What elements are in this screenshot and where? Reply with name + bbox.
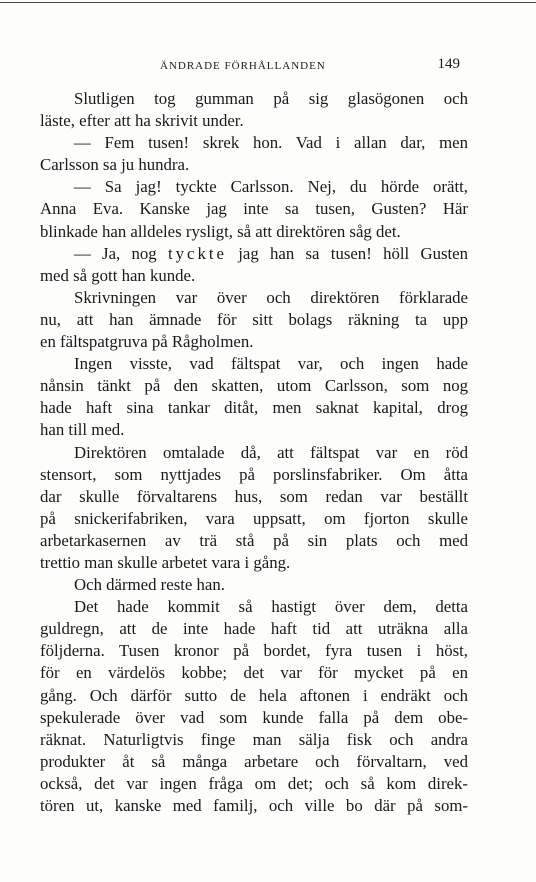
- text-line: följderna. Tusen kronor på bordet, fyra tusen i höst,: [40, 641, 468, 661]
- text-line: spekulerade över vad som kunde falla på dem obe-: [40, 707, 468, 727]
- body-text: [40, 88, 468, 817]
- text-line: Det hade kommit så hastigt över dem, detta: [74, 597, 468, 617]
- text-line: stensort, som nyttjades på porslinsfabriker. Om åtta: [40, 464, 468, 484]
- text-line: — Fem tusen! skrek hon. Vad i allan dar, men: [74, 133, 468, 153]
- text-line: på snickerifabriken, vara uppsatt, om fjorton skulle: [40, 508, 468, 528]
- text-line: produkter åt så många arbetare och förvaltarn, ved: [40, 751, 468, 771]
- text-line: nu, att han ämnade för sitt bolags räkning ta upp: [40, 309, 468, 329]
- text-line: tören ut, kanske med familj, och ville bo där på som-: [40, 796, 468, 815]
- text-line: Direktören omtalade då, att fältspat var en röd: [74, 442, 468, 462]
- text-line: Och därmed reste han.: [74, 575, 225, 595]
- text-line: han till med.: [40, 420, 125, 440]
- text-line: gång. Och därför sutto de hela aftonen i endräkt och: [40, 685, 468, 705]
- text-line: Carlsson sa ju hundra.: [40, 155, 190, 175]
- text-line: läste, efter att ha skrivit under.: [40, 111, 244, 131]
- text-line: dar skulle förvaltarens hus, som redan var beställt: [40, 486, 468, 506]
- text-line: Skrivningen var över och direktören förklarade: [74, 287, 468, 307]
- text-line: [40, 243, 468, 265]
- text-segment: jag han sa tusen! höll Gusten: [226, 243, 468, 263]
- text-line: — Sa jag! tyckte Carlsson. Nej, du hörde orätt,: [74, 177, 468, 197]
- text-line: trettio man skulle arbetet vara i gång.: [40, 552, 291, 572]
- top-edge-rule: [0, 2, 536, 3]
- text-line: för en värdelös kobbe; det var för mycket på en: [40, 663, 468, 683]
- emphasized-word: tyckte: [167, 243, 227, 263]
- page-number: 149: [437, 56, 460, 72]
- text-line: Slutligen tog gumman på sig glasögonen och: [74, 89, 468, 108]
- running-head: ÄNDRADE FÖRHÅLLANDEN: [160, 60, 326, 72]
- text-line: räknat. Naturligtvis finge man sälja fisk och andra: [40, 729, 468, 749]
- text-line: Ingen visste, vad fältspat var, och ingen hade: [74, 354, 468, 374]
- text-line: också, det var ingen fråga om det; och så kom direk-: [40, 773, 468, 793]
- text-line: en fältspatgruva på Rågholmen.: [40, 332, 254, 352]
- page-header: [160, 58, 460, 78]
- text-line: med så gott han kunde.: [40, 265, 196, 285]
- text-line: Anna Eva. Kanske jag inte sa tusen, Gusten? Här: [40, 199, 468, 219]
- text-line: guldregn, att de inte hade haft tid att uträkna alla: [40, 619, 468, 639]
- text-line: arbetarkasernen av trä stå på sin plats och med: [40, 530, 468, 550]
- text-segment: — Ja, nog: [74, 243, 168, 263]
- text-line: blinkade han alldeles rysligt, så att direktören såg det.: [40, 221, 401, 241]
- text-line: hade haft sina tankar ditåt, men saknat kapital, drog: [40, 398, 468, 418]
- text-line: nånsin tänkt på den skatten, utom Carlsson, som nog: [40, 376, 468, 396]
